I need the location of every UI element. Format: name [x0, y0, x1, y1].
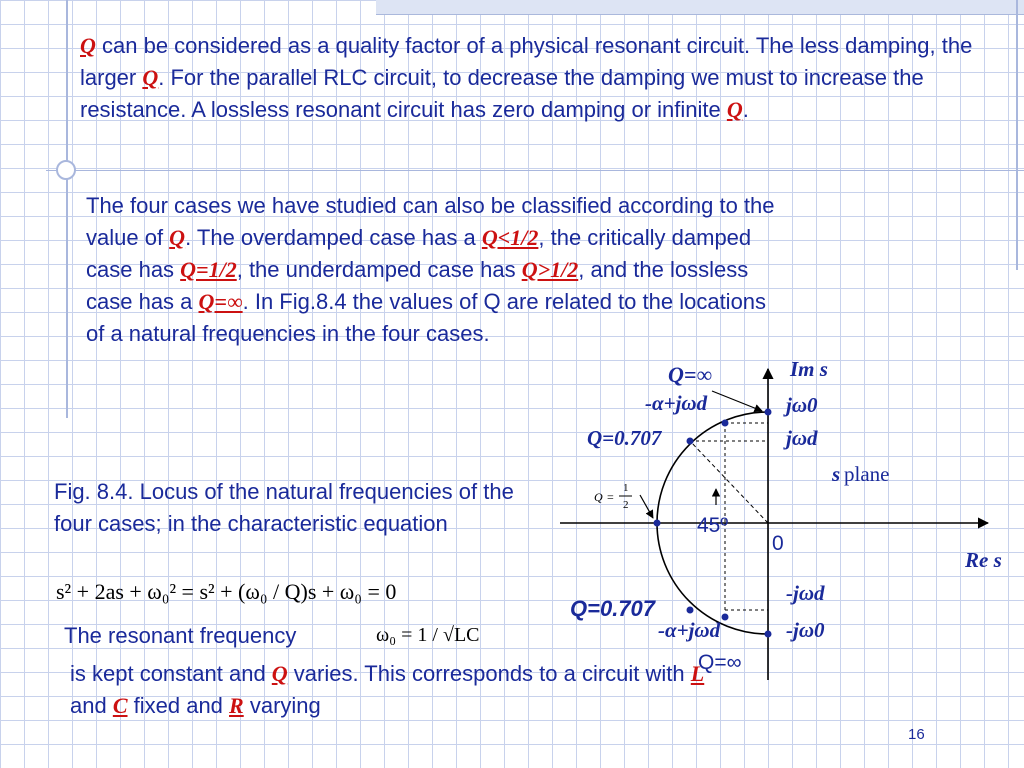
resonant-frequency-label: The resonant frequency [64, 623, 297, 648]
pointer-q-inf [712, 391, 762, 411]
radius-dashed [690, 441, 768, 523]
characteristic-equation [54, 570, 494, 610]
equation-text: s² + 2as + ω₀² = s² + (ω₀ / Q)s + ω₀ = 0 [56, 579, 397, 604]
label-jw0: jω0 [786, 393, 818, 417]
label-q-inf-bottom: Q=∞ [698, 651, 742, 674]
l-symbol: L [690, 661, 705, 686]
q-half-numerator: 1 [623, 482, 629, 494]
point-q0707-top [687, 438, 694, 445]
right-rule [1016, 0, 1018, 270]
para2-text: , the underdamped case has [236, 257, 522, 282]
q-symbol: Q [169, 225, 186, 250]
label-neg-jw0: -jω0 [786, 618, 825, 642]
label-s-italic: s [832, 462, 841, 486]
s-plane-locus-diagram [550, 355, 1024, 690]
kept-text: varying [243, 693, 321, 718]
label-im-s: Im s [790, 357, 828, 381]
para1-text-1: can be considered as a quality factor of a physical resonant circuit. The less damping, the larger [80, 33, 973, 90]
q-half-denominator: 2 [623, 499, 629, 511]
para2-text: value of [86, 225, 170, 250]
kept-text: fixed and [127, 693, 230, 718]
para2-line-2 [86, 222, 986, 254]
q-symbol: Q [726, 97, 743, 122]
label-jwd: jωd [786, 426, 818, 450]
q-underdamped: Q>1/2 [521, 257, 579, 282]
para2-line-5: of a natural frequencies in the four cases. [86, 321, 490, 346]
para2-text: case has [86, 257, 181, 282]
q-symbol: Q [142, 65, 159, 90]
para1-text-3: . [742, 97, 749, 122]
resonant-frequency-equation [374, 618, 519, 650]
point-neg-jw0 [765, 631, 772, 638]
label-origin: 0 [772, 532, 784, 555]
label-alpha-top: -α+jωd [645, 391, 708, 415]
label-s-plane: plane [844, 462, 890, 486]
point-q0707-bottom [687, 607, 694, 614]
label-angle: 45º [697, 514, 729, 537]
q-overdamped: Q<1/2 [481, 225, 539, 250]
left-rule [66, 0, 68, 418]
q-critical: Q=1/2 [180, 257, 237, 282]
c-symbol: C [112, 693, 128, 718]
label-re-s: Re s [965, 548, 1002, 572]
point-q-half [654, 520, 661, 527]
paragraph-four-cases [86, 190, 986, 350]
header-decoration [376, 0, 1024, 15]
para2-line-4 [86, 286, 986, 318]
paragraph-quality-factor [80, 30, 980, 126]
para2-text: . The overdamped case has a [185, 225, 482, 250]
q-lossless: Q=∞ [198, 289, 243, 314]
kept-text: is kept constant and [70, 661, 272, 686]
figure-caption: Fig. 8.4. Locus of the natural frequencies of the four cases; in the characteristic equation [54, 479, 514, 536]
point-jw0 [765, 409, 772, 416]
resonant-equation-text: ω₀ = 1 / √LC [376, 624, 480, 646]
para2-line-3 [86, 254, 986, 286]
para2-text: , and the lossless [578, 257, 749, 282]
para1-text-2: . For the parallel RLC circuit, to decrease the damping we must to increase the resistance. A lossless resonant circuit has zero damping or infinite [80, 65, 924, 122]
horizontal-rule [46, 170, 1024, 171]
slide-number: 16 [908, 726, 925, 743]
para2-text: , the critically damped [538, 225, 752, 250]
point-alpha-bottom [722, 614, 729, 621]
label-alpha-bottom: -α+jωd [658, 618, 721, 642]
ring-ornament [56, 160, 76, 180]
label-neg-jwd: -jωd [786, 581, 825, 605]
para2-text: . In Fig.8.4 the values of Q are related to the locations [242, 289, 767, 314]
label-q-inf-top: Q=∞ [668, 362, 713, 387]
q-half-equals: = [607, 490, 614, 504]
kept-text: and [70, 693, 113, 718]
q-half-q: Q [594, 490, 603, 504]
pointer-q-half [640, 495, 653, 518]
para2-text: case has a [86, 289, 199, 314]
para2-line-1: The four cases we have studied can also be classified according to the [86, 193, 775, 218]
kept-text: varies. This corresponds to a circuit with [287, 661, 691, 686]
label-q0707-bottom: Q=0.707 [570, 596, 656, 621]
point-alpha-top [722, 420, 729, 427]
r-symbol: R [229, 693, 244, 718]
q-symbol: Q [271, 661, 288, 686]
q-symbol: Q [80, 33, 96, 58]
label-q0707-top: Q=0.707 [587, 426, 662, 450]
